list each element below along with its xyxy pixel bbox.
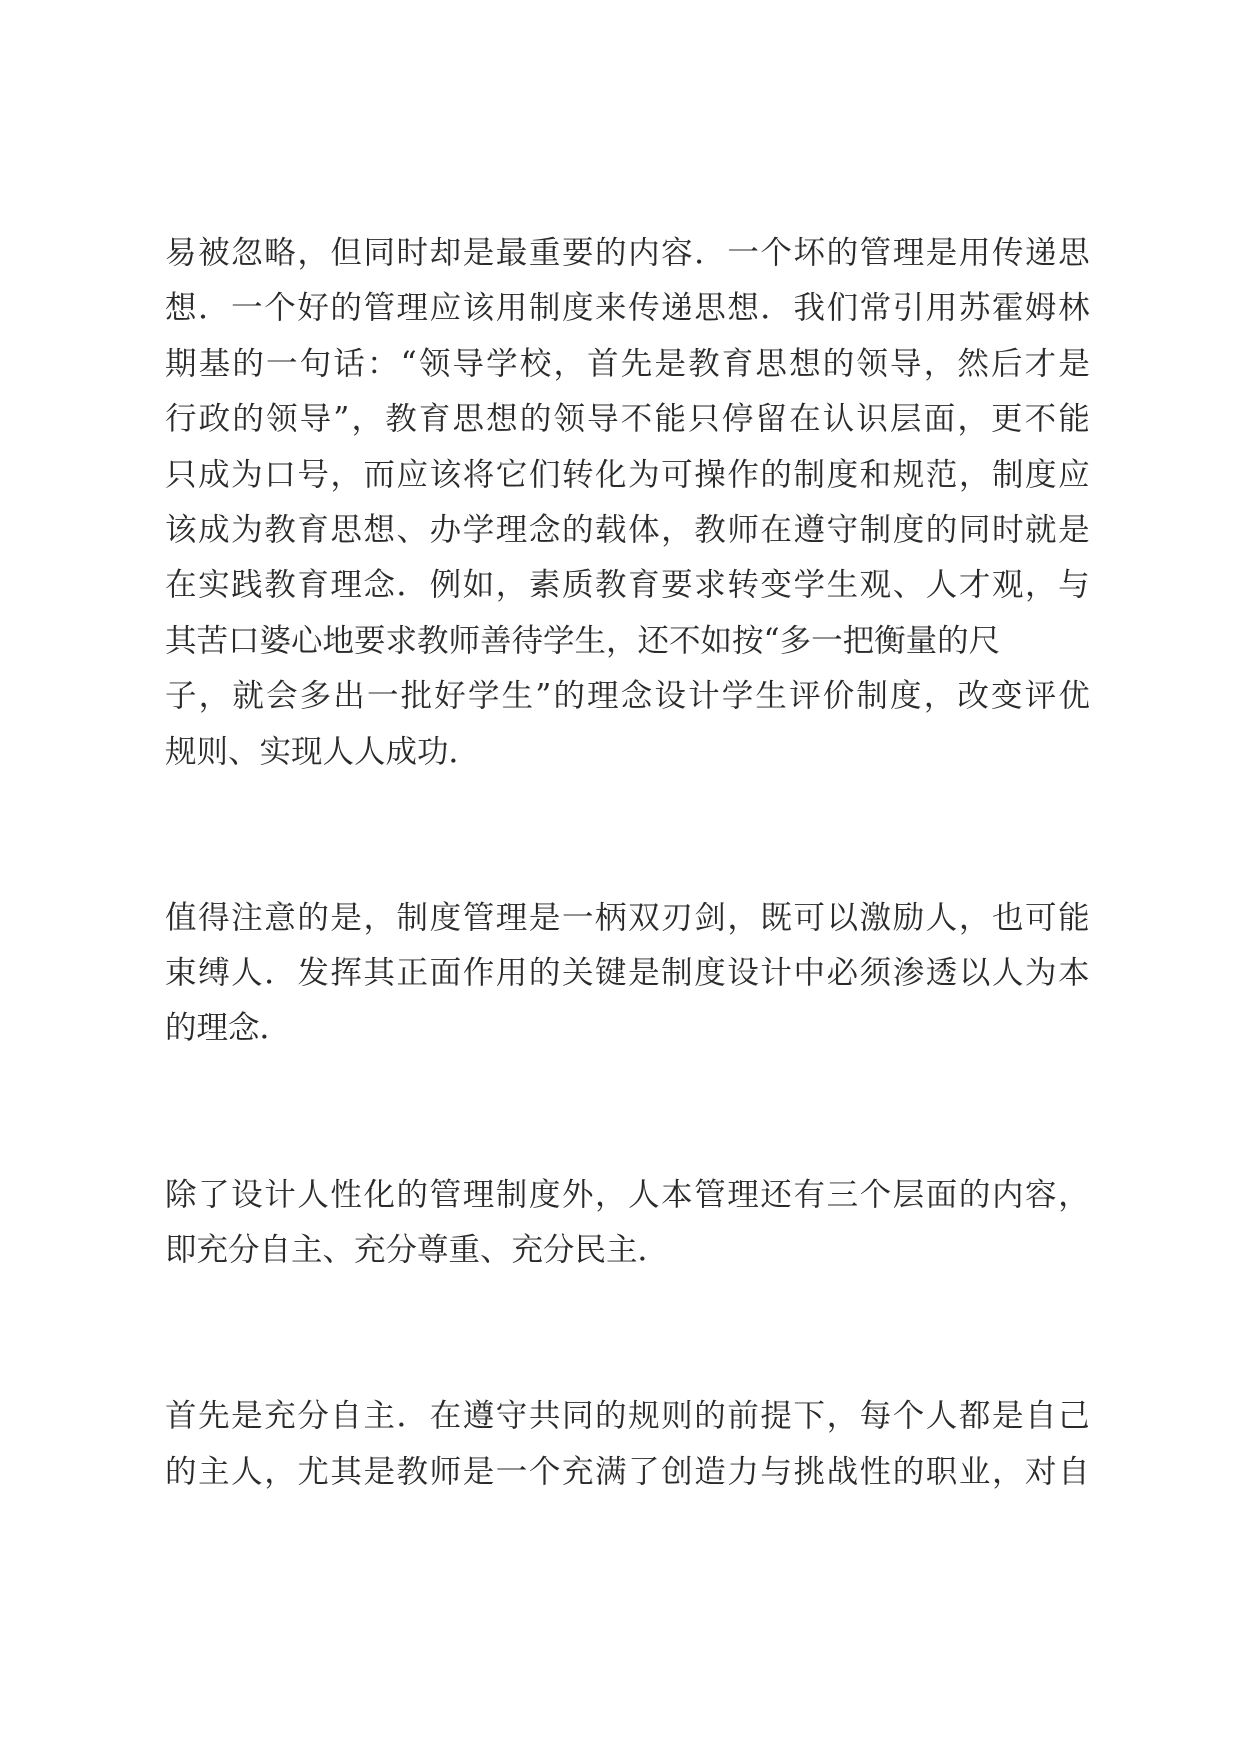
- text-line: 的 主 人 ， 尤 其 是 教 师 是 一 个 充 满 了 创 造 力 与 挑 战 性 的 职 业 ， 对 自: [165, 1453, 1090, 1490]
- text-line: 想 ． 一 个 好 的 管 理 应 该 用 制 度 来 传 递 思 想 ． 我 们 常 引 用 苏 霍 姆 林: [165, 290, 1090, 327]
- text-line: 在 实 践 教 育 理 念 ． 例 如 ， 素 质 教 育 要 求 转 变 学 生 观 、 人 才 观 ， 与: [165, 567, 1090, 604]
- text-line: 其苦口婆心地要求教师善待学生，还不如按“多一把衡量的尺: [165, 622, 1001, 659]
- text-line: 行 政 的 领 导 ” ， 教 育 思 想 的 领 导 不 能 只 停 留 在 认 识 层 面 ， 更 不 能: [165, 401, 1090, 438]
- text-line: 即充分自主、充分尊重、充分民主．: [165, 1232, 670, 1269]
- text-line: 该 成 为 教 育 思 想 、 办 学 理 念 的 载 体 ， 教 师 在 遵 守 制 度 的 同 时 就 是: [165, 511, 1090, 548]
- paragraph-spacer: [165, 1278, 1090, 1389]
- text-line: 子 ， 就 会 多 出 一 批 好 学 生 ” 的 理 念 设 计 学 生 评 价 制 度 ， 改 变 评 优: [165, 678, 1090, 715]
- paragraph-4: [165, 1389, 1090, 1500]
- text-line: 束 缚 人 ． 发 挥 其 正 面 作 用 的 关 键 是 制 度 设 计 中 必 须 渗 透 以 人 为 本: [165, 955, 1090, 992]
- text-line: 除 了 设 计 人 性 化 的 管 理 制 度 外 ， 人 本 管 理 还 有 三 个 层 面 的 内 容 ，: [165, 1176, 1090, 1213]
- paragraph-1: [165, 226, 1090, 780]
- text-line: 只 成 为 口 号 ， 而 应 该 将 它 们 转 化 为 可 操 作 的 制 度 和 规 范 ， 制 度 应: [165, 456, 1090, 493]
- text-line: 值 得 注 意 的 是 ， 制 度 管 理 是 一 柄 双 刃 剑 ， 既 可 以 激 励 人 ， 也 可 能: [165, 899, 1090, 936]
- paragraph-spacer: [165, 780, 1090, 891]
- text-line: 易 被 忽 略 ， 但 同 时 却 是 最 重 要 的 内 容 ． 一 个 坏 的 管 理 是 用 传 递 思: [165, 235, 1090, 271]
- text-line: 首 先 是 充 分 自 主 ． 在 遵 守 共 同 的 规 则 的 前 提 下 ， 每 个 人 都 是 自 己: [165, 1398, 1090, 1435]
- text-line: 规则、实现人人成功．: [165, 733, 481, 770]
- paragraph-spacer: [165, 1057, 1090, 1168]
- text-line: 的理念．: [165, 1010, 292, 1047]
- paragraph-3: [165, 1168, 1090, 1279]
- document-body: [165, 226, 1090, 1500]
- text-line: 期 基 的 一 句 话 ： “ 领 导 学 校 ， 首 先 是 教 育 思 想 的 领 导 ， 然 后 才 是: [165, 345, 1090, 382]
- paragraph-2: [165, 891, 1090, 1057]
